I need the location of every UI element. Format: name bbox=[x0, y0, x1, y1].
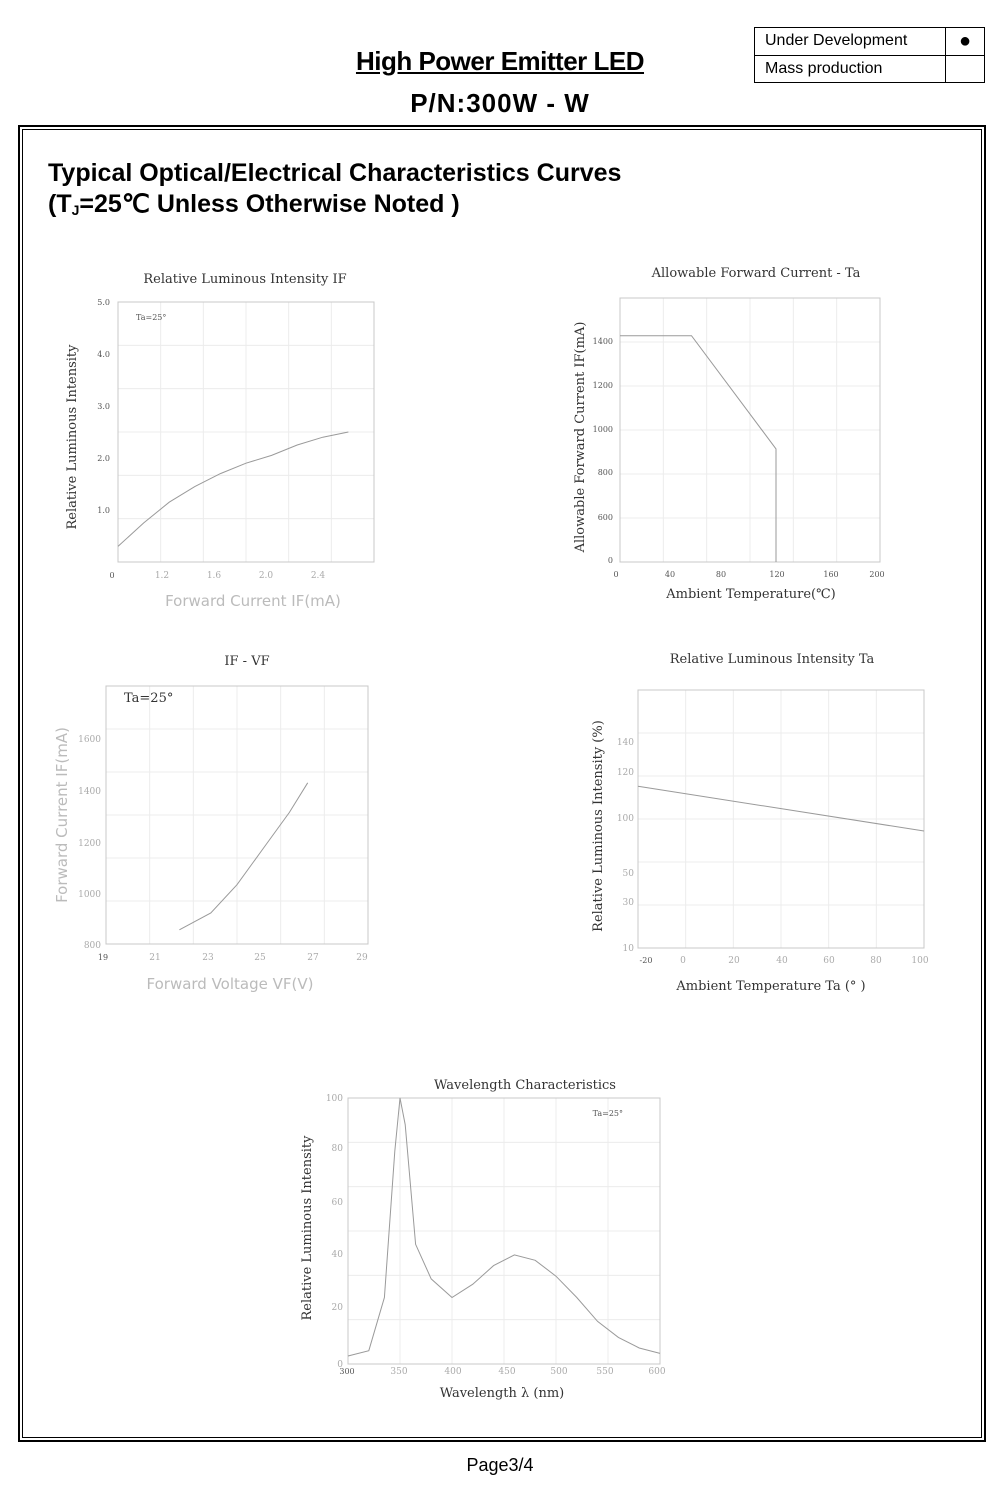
y-tick-label: 5.0 bbox=[97, 298, 110, 307]
x-axis-label: Forward Current IF(mA) bbox=[165, 592, 341, 610]
chart-4 bbox=[591, 652, 929, 994]
x-tick-label: 400 bbox=[444, 1367, 462, 1377]
chart-annotation: Ta=25° bbox=[592, 1109, 623, 1118]
chart-title: Wavelength Characteristics bbox=[434, 1078, 616, 1093]
y-tick-label: 80 bbox=[331, 1144, 343, 1154]
x-tick-label: 20 bbox=[728, 956, 740, 966]
y-tick-label: 50 bbox=[622, 869, 634, 879]
y-axis-label: Allowable Forward Current IF(mA) bbox=[573, 321, 588, 553]
data-series-line bbox=[620, 336, 776, 562]
x-tick-label: 350 bbox=[390, 1367, 408, 1377]
y-tick-label: 60 bbox=[331, 1198, 343, 1208]
x-tick-label: 2.4 bbox=[310, 571, 326, 581]
x-tick-label: 60 bbox=[823, 956, 835, 966]
x-tick-label: 40 bbox=[664, 570, 676, 579]
data-series-line bbox=[179, 783, 307, 930]
y-axis-label: Forward Current IF(mA) bbox=[53, 727, 71, 903]
x-tick-label: 200 bbox=[869, 570, 885, 579]
y-tick-label: 1400 bbox=[78, 787, 101, 797]
x-tick-label: 19 bbox=[97, 953, 109, 962]
chart-2 bbox=[573, 266, 885, 602]
x-tick-label: 160 bbox=[823, 570, 839, 579]
chart-1 bbox=[65, 272, 374, 610]
y-tick-label: 20 bbox=[331, 1303, 343, 1313]
x-tick-label: 2.0 bbox=[258, 571, 274, 581]
y-tick-label: 1200 bbox=[592, 381, 613, 390]
x-tick-label: -20 bbox=[639, 956, 653, 965]
y-tick-label: 1200 bbox=[78, 839, 101, 849]
title-prefix: (T bbox=[48, 190, 72, 218]
status-label: Under Development bbox=[755, 28, 946, 56]
x-tick-label: 100 bbox=[911, 956, 929, 966]
x-tick-label: 500 bbox=[550, 1367, 568, 1377]
chart-title: IF - VF bbox=[224, 654, 270, 669]
y-tick-label: 3.0 bbox=[97, 402, 110, 411]
x-tick-label: 40 bbox=[776, 956, 788, 966]
y-tick-label: 10 bbox=[622, 944, 634, 954]
status-mark-bullet-icon: ● bbox=[946, 28, 985, 56]
y-axis-label: Relative Luminous Intensity bbox=[300, 1135, 315, 1321]
x-tick-label: 23 bbox=[202, 953, 214, 963]
document-title: High Power Emitter LED bbox=[355, 46, 645, 76]
x-tick-label: 120 bbox=[769, 570, 785, 579]
x-axis-label: Forward Voltage VF(V) bbox=[146, 975, 314, 993]
chart-5 bbox=[300, 1078, 666, 1401]
chart-annotation: Ta=25° bbox=[136, 313, 167, 322]
y-tick-label: 1400 bbox=[592, 337, 613, 346]
y-axis-label: Relative Luminous Intensity (%) bbox=[591, 720, 606, 932]
part-number: P/N:300W - W bbox=[410, 88, 590, 118]
title-subscript: J bbox=[71, 202, 80, 218]
x-axis-label: Wavelength λ (nm) bbox=[439, 1386, 565, 1401]
x-axis-label: Ambient Temperature(℃) bbox=[666, 587, 836, 602]
chart-3 bbox=[53, 654, 368, 993]
y-axis-label: Relative Luminous Intensity bbox=[65, 344, 80, 530]
x-tick-label: 29 bbox=[356, 953, 368, 963]
section-title-line1: Typical Optical/Electrical Characteristics Curves bbox=[48, 159, 622, 187]
x-tick-label: 300 bbox=[339, 1367, 355, 1376]
x-tick-label: 0 bbox=[680, 956, 686, 966]
y-tick-label: 1000 bbox=[592, 425, 613, 434]
x-tick-label: 600 bbox=[648, 1367, 666, 1377]
y-tick-label: 4.0 bbox=[97, 350, 110, 359]
y-tick-label: 1.0 bbox=[97, 506, 110, 515]
x-tick-label: 0 bbox=[109, 571, 115, 580]
y-tick-label: 1600 bbox=[78, 735, 101, 745]
x-tick-label: 450 bbox=[498, 1367, 516, 1377]
x-tick-label: 25 bbox=[254, 953, 266, 963]
y-tick-label: 600 bbox=[597, 513, 613, 522]
chart-title: Relative Luminous Intensity Ta bbox=[669, 652, 875, 667]
status-label: Mass production bbox=[755, 55, 946, 83]
y-tick-label: 800 bbox=[83, 941, 101, 951]
y-tick-label: 30 bbox=[622, 898, 634, 908]
x-tick-label: 1.6 bbox=[206, 571, 222, 581]
y-tick-label: 1000 bbox=[78, 890, 101, 900]
x-tick-label: 550 bbox=[596, 1367, 614, 1377]
chart-title: Allowable Forward Current - Ta bbox=[651, 266, 861, 281]
y-tick-label: 2.0 bbox=[97, 454, 110, 463]
data-series-line bbox=[118, 432, 348, 546]
y-tick-label: 100 bbox=[616, 814, 634, 824]
x-tick-label: 21 bbox=[149, 953, 161, 963]
x-tick-label: 1.2 bbox=[154, 571, 170, 581]
y-tick-label: 40 bbox=[331, 1250, 343, 1260]
y-tick-label: 0 bbox=[337, 1360, 343, 1370]
y-tick-label: 0 bbox=[607, 556, 613, 565]
y-tick-label: 100 bbox=[325, 1094, 343, 1104]
x-tick-label: 80 bbox=[715, 570, 727, 579]
y-tick-label: 140 bbox=[616, 738, 634, 748]
y-tick-label: 800 bbox=[597, 468, 613, 477]
x-axis-label: Ambient Temperature Ta (° ) bbox=[676, 979, 866, 994]
title-suffix: =25℃ Unless Otherwise Noted ) bbox=[79, 190, 460, 218]
page-number: Page3/4 bbox=[466, 1455, 534, 1475]
x-tick-label: 80 bbox=[870, 956, 882, 966]
chart-annotation: Ta=25° bbox=[124, 691, 174, 706]
x-tick-label: 0 bbox=[613, 570, 619, 579]
x-tick-label: 27 bbox=[307, 953, 319, 963]
chart-title: Relative Luminous Intensity IF bbox=[143, 272, 347, 287]
y-tick-label: 120 bbox=[616, 768, 634, 778]
